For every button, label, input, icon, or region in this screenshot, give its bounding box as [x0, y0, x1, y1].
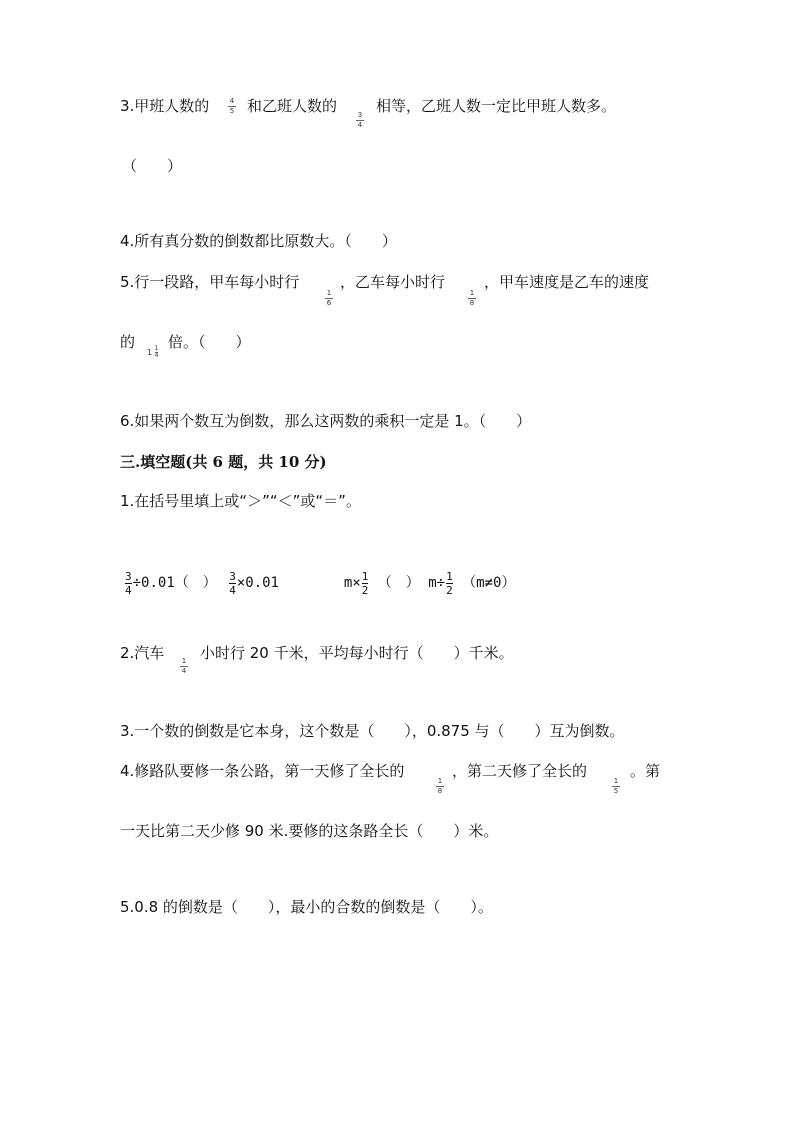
q5-fraction-1-8: 1 8	[469, 289, 475, 307]
q5-mixed-number: $1 \frac{1}{4}$	[147, 345, 159, 359]
q5-line1-c: ，甲车速度是乙车的速度	[484, 273, 650, 291]
f4-fraction-1-8: 1 8	[437, 777, 443, 795]
f1-expression: $\frac{3}{4}\div 0.01$（ ） $\frac{3}{4}\times 0.01$ $m\times\frac{1}{2}$ （ ） $m\div\frac{1}{2} (m\ne 0)$	[125, 569, 516, 597]
q5-line1-a: 5.行一段路，甲车每小时行	[120, 273, 300, 291]
q3-text-a: 3.甲班人数的	[120, 97, 210, 115]
f1-line: 1.在括号里填上或“＞”“＜”或“＝”。	[120, 492, 361, 510]
q3-line1	[120, 96, 209, 116]
q3-fraction-4-5: 4 5	[229, 97, 235, 115]
f4-line1-a: 4.修路队要修一条公路，第一天修了全长的	[120, 762, 405, 780]
f4-line2: 一天比第二天少修 90 米.要修的这条路全长（ ）米。	[120, 822, 499, 840]
q5-line2-b: 倍。（ ）	[168, 333, 251, 351]
q3-text-c: 相等，乙班人数一定比甲班人数多。	[376, 97, 617, 115]
q3-text-b: 和乙班人数的	[247, 97, 338, 115]
f4-fraction-1-5: 1 5	[613, 777, 619, 795]
q5-line1-b: ，乙车每小时行	[340, 273, 446, 291]
q3-line1-b	[247, 96, 337, 116]
q5-fraction-1-6: 1 6	[326, 289, 332, 307]
q3-line1-c	[376, 96, 616, 116]
q4-line: 4.所有真分数的倒数都比原数大。（ ）	[120, 232, 397, 250]
q5-line2-a: 的	[120, 333, 136, 351]
f1-fraction-b: $\frac{3}{4}$	[229, 569, 236, 597]
f2-line-a: 2.汽车	[120, 644, 165, 662]
f3-line: 3.一个数的倒数是它本身，这个数是（ ），0.875 与（ ）互为倒数。	[120, 722, 625, 740]
q3-fraction-3-4: 3 4	[357, 111, 363, 129]
f2-line-b: 小时行 20 千米，平均每小时行（ ）千米。	[200, 644, 514, 662]
q3-answer-paren[interactable]: （ ）	[122, 157, 183, 175]
f1-fraction-c: $\frac{1}{2}$	[361, 569, 369, 597]
f5-line: 5.0.8 的倒数是（ ），最小的合数的倒数是（ ）。	[120, 898, 493, 916]
f1-fraction-d: $\frac{1}{2}$	[446, 569, 453, 597]
f2-fraction-1-4: 1 4	[181, 657, 187, 675]
f4-line1-c: 。第	[630, 762, 661, 780]
q6-line: 6.如果两个数互为倒数，那么这两数的乘积一定是 1。（ ）	[120, 412, 532, 430]
section-3-title: 三.填空题(共 6 题，共 10 分)	[120, 453, 327, 471]
f4-line1-b: ，第二天修了全长的	[452, 762, 588, 780]
f1-fraction-a: $\frac{3}{4}$	[125, 569, 132, 597]
